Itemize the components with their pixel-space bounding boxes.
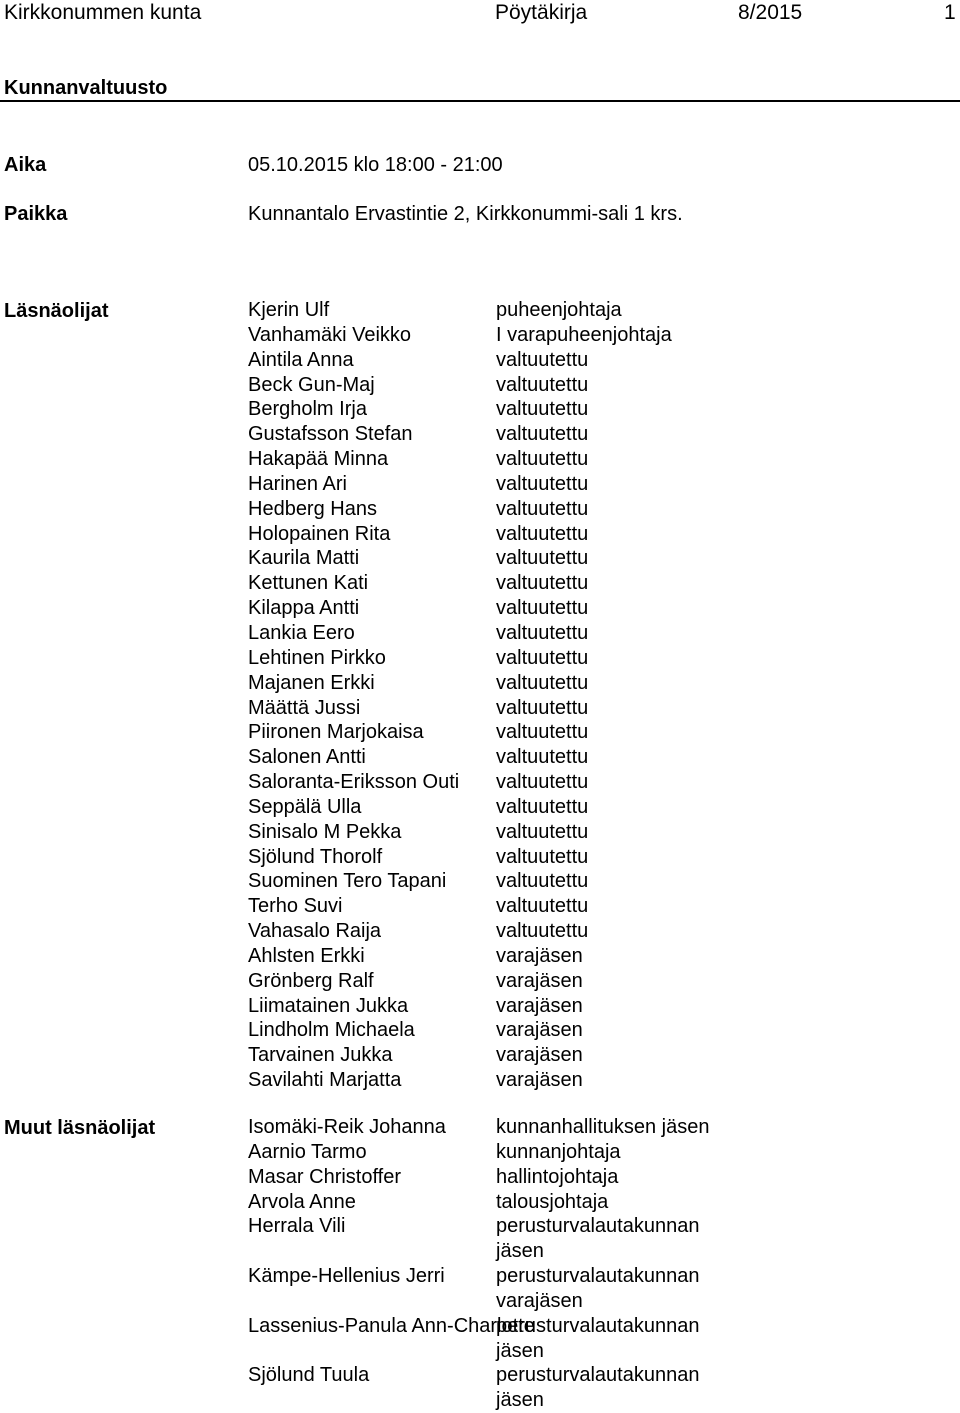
attendee-name: Bergholm Irja (248, 398, 367, 421)
attendee-row (248, 1190, 948, 1215)
attendee-role: puheenjohtaja (496, 299, 622, 321)
attendee-role: varajäsen (496, 1044, 583, 1067)
attendee-role: valtuutettu (496, 820, 589, 843)
attendee-name: Suominen Tero Tapani (248, 870, 447, 893)
attendee-role: valtuutettu (496, 845, 589, 868)
attendee-role: valtuutettu (496, 870, 589, 893)
attendee-name: Seppälä Ulla (248, 795, 362, 818)
attendee-row (248, 397, 948, 422)
attendee-role: valtuutettu (496, 373, 589, 396)
attendee-role: valtuutettu (496, 721, 589, 744)
attendee-row (248, 770, 948, 795)
attendee-name: Sjölund Tuula (248, 1364, 370, 1387)
municipality-name: Kirkkonummen kunta (4, 1, 202, 24)
attendee-role: valtuutettu (496, 671, 589, 694)
attendee-role: valtuutettu (496, 472, 589, 495)
attendee-row (248, 596, 948, 621)
attendee-name: Aarnio Tarmo (248, 1140, 367, 1163)
attendee-role: valtuutettu (496, 920, 589, 943)
attendee-name: Holopainen Rita (248, 522, 391, 545)
attendee-name: Aintila Anna (248, 348, 354, 371)
header-divider (0, 100, 960, 102)
time-value: 05.10.2015 klo 18:00 - 21:00 (248, 154, 503, 176)
attendee-name: Gustafsson Stefan (248, 423, 413, 446)
attendee-name: Piironen Marjokaisa (248, 721, 424, 744)
attendee-row (248, 820, 948, 845)
attendee-role: valtuutettu (496, 522, 589, 545)
attendee-name: Kettunen Kati (248, 572, 369, 595)
attendee-row (248, 1140, 948, 1165)
attendee-row (248, 373, 948, 398)
attendee-role: varajäsen (496, 944, 583, 967)
attendee-row (248, 944, 948, 969)
attendee-row (248, 745, 948, 770)
attendee-role: perusturvalautakunnan jäsen (496, 1364, 700, 1412)
attendee-row (248, 1214, 948, 1264)
attendee-name: Savilahti Marjatta (248, 1069, 402, 1092)
attendee-role: valtuutettu (496, 572, 589, 595)
attendee-name: Isomäki-Reik Johanna (248, 1116, 446, 1138)
attendee-role: valtuutettu (496, 423, 589, 446)
attendee-name: Saloranta-Eriksson Outi (248, 771, 460, 794)
attendee-row (248, 1264, 948, 1314)
attendee-row (248, 422, 948, 447)
attendee-role: valtuutettu (496, 746, 589, 769)
document-type: Pöytäkirja (495, 1, 588, 24)
attendee-name: Sinisalo M Pekka (248, 820, 402, 843)
attendee-name: Arvola Anne (248, 1190, 356, 1213)
attendee-name: Harinen Ari (248, 472, 347, 495)
attendee-name: Vanhamäki Veikko (248, 323, 412, 346)
attendee-row (248, 646, 948, 671)
attendee-row (248, 994, 948, 1019)
attendee-row (248, 447, 948, 472)
attendee-row (248, 571, 948, 596)
attendee-name: Tarvainen Jukka (248, 1044, 393, 1067)
attendee-row (248, 522, 948, 547)
attendee-role: valtuutettu (496, 348, 589, 371)
attendee-role: valtuutettu (496, 547, 589, 570)
attendee-role: valtuutettu (496, 621, 589, 644)
attendee-name: Sjölund Thorolf (248, 845, 383, 868)
attendee-name: Kilappa Antti (248, 597, 360, 620)
attendee-name: Beck Gun-Maj (248, 373, 375, 396)
attendee-name: Grönberg Ralf (248, 969, 374, 992)
attendee-row (248, 621, 948, 646)
attendee-role: varajäsen (496, 994, 583, 1017)
attendee-role: I varapuheenjohtaja (496, 323, 672, 346)
attendee-role: varajäsen (496, 1019, 583, 1042)
attendee-name: Hakapää Minna (248, 448, 389, 471)
attendee-row (248, 1363, 948, 1413)
attendee-row (248, 869, 948, 894)
attendee-row (248, 845, 948, 870)
attendee-role: valtuutettu (496, 597, 589, 620)
attendee-row (248, 546, 948, 571)
attendee-role: valtuutettu (496, 448, 589, 471)
attendee-name: Hedberg Hans (248, 497, 377, 520)
attendee-row (248, 1115, 948, 1140)
attendee-name: Lassenius-Panula Ann-Charlotte (248, 1314, 535, 1337)
attendee-name: Lehtinen Pirkko (248, 646, 386, 669)
others-label: Muut läsnäolijat (4, 1117, 156, 1139)
attendee-role: valtuutettu (496, 771, 589, 794)
attendee-name: Määttä Jussi (248, 696, 361, 719)
attendee-name: Kämpe-Hellenius Jerri (248, 1265, 445, 1288)
attendee-role: valtuutettu (496, 398, 589, 421)
attendee-row (248, 1314, 948, 1364)
attendee-row (248, 298, 948, 323)
attendee-row (248, 323, 948, 348)
attendee-role: valtuutettu (496, 895, 589, 918)
attendee-row (248, 720, 948, 745)
attendee-row (248, 348, 948, 373)
attendee-role: valtuutettu (496, 497, 589, 520)
attendee-row (248, 1068, 948, 1093)
place-value: Kunnantalo Ervastintie 2, Kirkkonummi-sali 1 krs. (248, 203, 683, 225)
document-number: 8/2015 (738, 1, 803, 24)
attendee-role: perusturvalautakunnan jäsen (496, 1314, 700, 1362)
attendee-row (248, 1018, 948, 1043)
attendee-role: valtuutettu (496, 795, 589, 818)
attendee-row (248, 671, 948, 696)
attendee-name: Kaurila Matti (248, 547, 360, 570)
attendee-name: Lankia Eero (248, 621, 355, 644)
present-list (248, 298, 948, 1093)
attendee-row (248, 919, 948, 944)
attendee-role: varajäsen (496, 1069, 583, 1092)
attendee-name: Kjerin Ulf (248, 299, 330, 321)
attendee-role: varajäsen (496, 969, 583, 992)
attendee-role: kunnanhallituksen jäsen (496, 1116, 710, 1138)
attendee-role: hallintojohtaja (496, 1165, 619, 1188)
attendee-row (248, 696, 948, 721)
attendee-row (248, 472, 948, 497)
attendee-name: Masar Christoffer (248, 1165, 402, 1188)
page-number: 1 (944, 1, 956, 24)
attendee-role: valtuutettu (496, 696, 589, 719)
attendee-name: Salonen Antti (248, 746, 366, 769)
attendee-name: Herrala Vili (248, 1215, 346, 1238)
attendee-name: Terho Suvi (248, 895, 343, 918)
attendee-role: perusturvalautakunnan varajäsen (496, 1265, 700, 1312)
attendee-name: Majanen Erkki (248, 671, 375, 694)
attendee-name: Liimatainen Jukka (248, 994, 409, 1017)
attendee-row (248, 1043, 948, 1068)
attendee-row (248, 497, 948, 522)
attendee-role: kunnanjohtaja (496, 1140, 621, 1163)
organ-title: Kunnanvaltuusto (4, 77, 168, 99)
place-label: Paikka (4, 203, 68, 225)
time-label: Aika (4, 154, 47, 176)
attendee-row (248, 1165, 948, 1190)
attendee-row (248, 969, 948, 994)
others-list (248, 1115, 948, 1413)
present-label: Läsnäolijat (4, 300, 109, 322)
attendee-role: valtuutettu (496, 646, 589, 669)
attendee-role: talousjohtaja (496, 1190, 609, 1213)
attendee-name: Ahlsten Erkki (248, 944, 365, 967)
attendee-row (248, 795, 948, 820)
attendee-name: Lindholm Michaela (248, 1019, 415, 1042)
attendee-name: Vahasalo Raija (248, 920, 382, 943)
attendee-row (248, 894, 948, 919)
attendee-role: perusturvalautakunnan jäsen (496, 1215, 700, 1263)
